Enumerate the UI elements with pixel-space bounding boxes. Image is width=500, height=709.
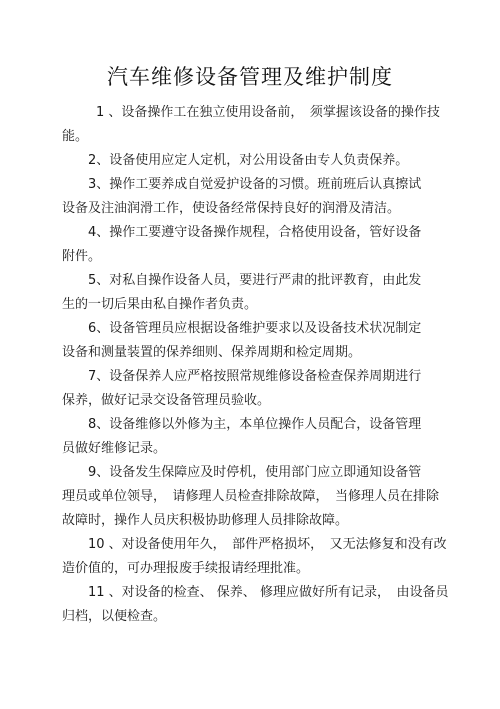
paragraph-line: 故障时，操作人员庆积极协助修理人员排除故障。 <box>62 513 349 528</box>
paragraph-1 <box>62 101 440 149</box>
paragraph-line: 10 、对设备使用年久， 部件严格损坏， 又无法修复和没有改 <box>88 537 447 552</box>
paragraph-line: 6、设备管理员应根据设备维护要求以及设备技术状况制定 <box>88 321 422 336</box>
paragraph-3 <box>62 173 422 221</box>
paragraph-line: 造价值的，可办理报废手续报请经理批准。 <box>62 561 310 576</box>
paragraph-line: 1 、设备操作工在独立使用设备前， 须掌握该设备的操作技 <box>96 105 440 120</box>
paragraph-line: 设备和测量装置的保养细则、保养周期和检定周期。 <box>62 345 362 360</box>
paragraph-line: 员做好维修记录。 <box>62 441 167 456</box>
paragraph-line: 附件。 <box>62 249 102 264</box>
paragraph-4 <box>62 221 422 269</box>
document-title: 汽车维修设备管理及维护制度 <box>107 65 393 89</box>
paragraph-line: 8、设备维修以外修为主，本单位操作人员配合，设备管理 <box>88 417 422 432</box>
paragraph-line: 理员或单位领导， 请修理人员检查排除故障， 当修理人员在排除 <box>62 489 440 504</box>
paragraph-10 <box>62 533 447 581</box>
paragraph-line: 设备及注油润滑工作，使设备经常保持良好的润滑及清洁。 <box>62 201 401 216</box>
paragraph-6 <box>62 317 422 365</box>
paragraph-line: 5、对私自操作设备人员，要进行严肃的批评教育，由此发 <box>88 273 422 288</box>
paragraph-line: 3、操作工要养成自觉爱护设备的习惯。班前班后认真擦试 <box>88 177 422 192</box>
paragraph-line: 7、设备保养人应严格按照常规维修设备检查保养周期进行 <box>88 369 422 384</box>
paragraph-line: 保养，做好记录交设备管理员验收。 <box>62 393 271 408</box>
paragraph-line: 归档，以便检查。 <box>62 609 167 624</box>
paragraph-8 <box>62 413 422 461</box>
paragraph-11 <box>62 581 449 629</box>
paragraph-line: 4、操作工要遵守设备操作规程，合格使用设备，管好设备 <box>88 225 422 240</box>
paragraph-2 <box>62 149 422 173</box>
paragraph-5 <box>62 269 422 317</box>
paragraph-7 <box>62 365 422 413</box>
paragraph-line: 2、设备使用应定人定机，对公用设备由专人负责保养。 <box>88 153 409 168</box>
paragraph-9 <box>62 461 440 533</box>
paragraph-line: 能。 <box>62 129 89 144</box>
paragraph-line: 11 、对设备的检查、 保养、 修理应做好所有记录， 由设备员 <box>88 585 449 600</box>
paragraph-line: 9、设备发生保障应及时停机，使用部门应立即通知设备管 <box>88 465 422 480</box>
paragraph-line: 生的一切后果由私自操作者负责。 <box>62 297 258 312</box>
